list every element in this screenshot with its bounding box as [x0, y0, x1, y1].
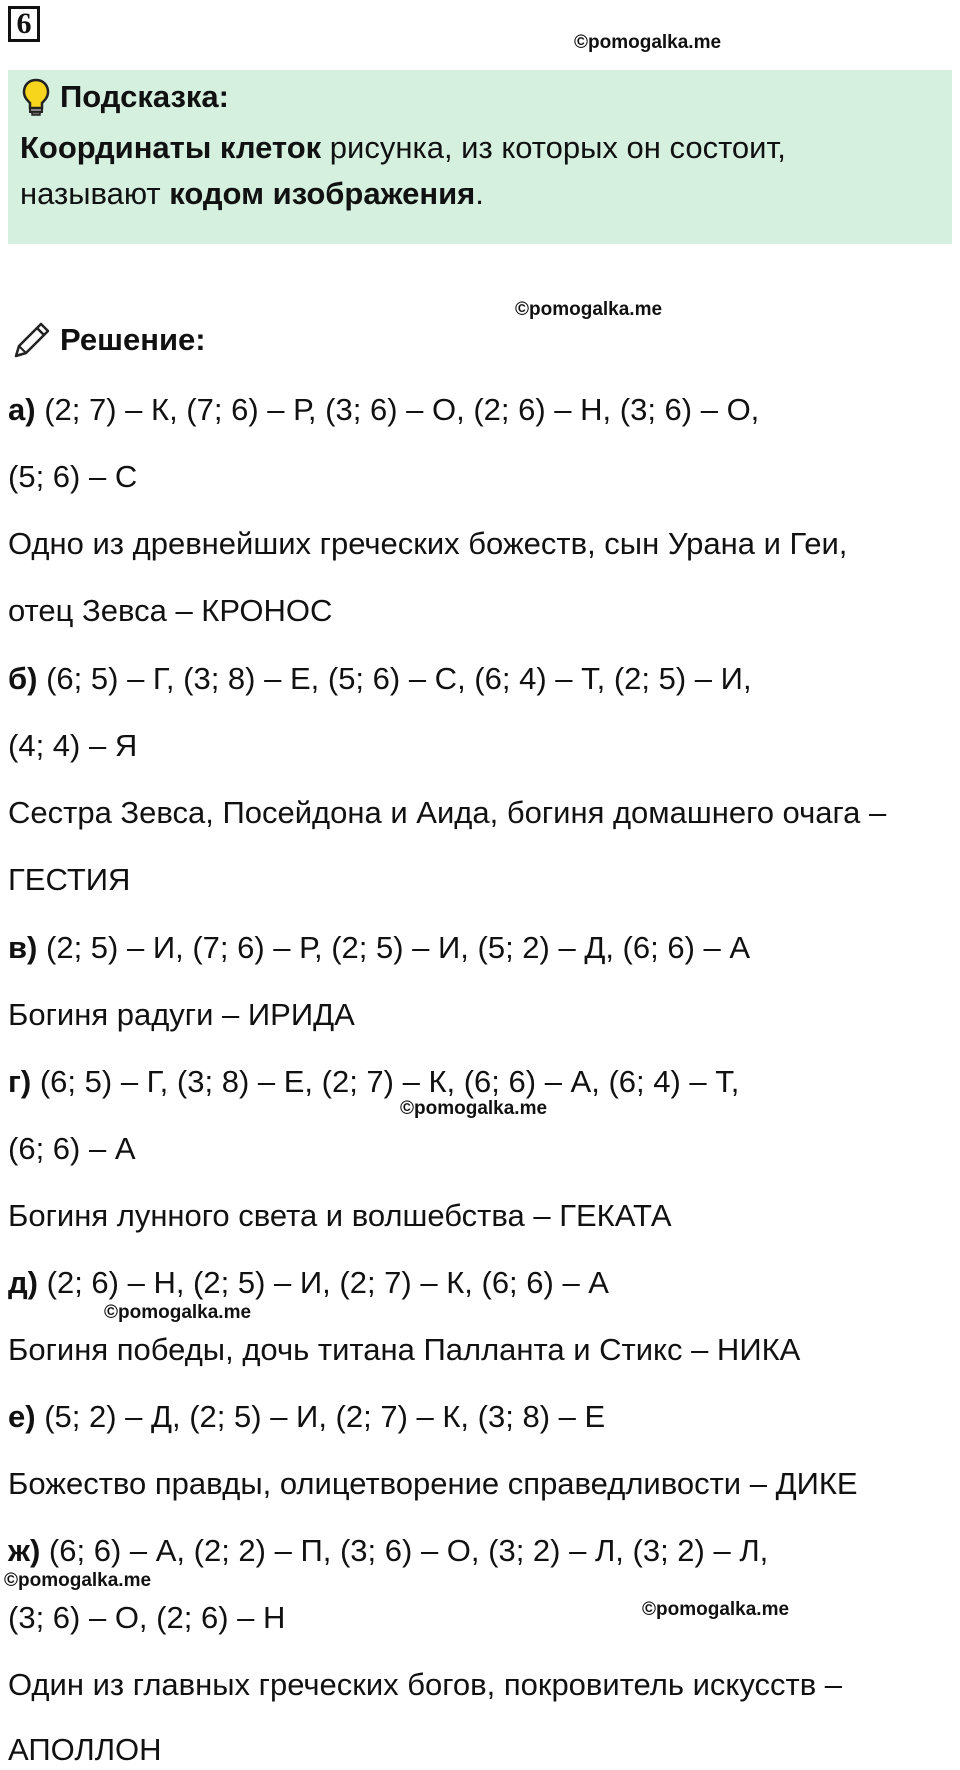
- hint-title: Подсказка:: [60, 79, 229, 114]
- solution-item-zh-codes-cont: (3; 6) – О, (2; 6) – Н: [8, 1600, 286, 1635]
- item-label: б): [8, 661, 38, 696]
- solution-item-e-codes: [8, 1397, 605, 1437]
- item-label: д): [8, 1265, 39, 1300]
- solution-title: Решение:: [60, 322, 206, 357]
- hint-text-line-1: [20, 130, 786, 166]
- item-codes: (2; 6) – Н, (2; 5) – И, (2; 7) – К, (6; 6) – А: [38, 1265, 609, 1300]
- watermark: ©pomogalka.me: [400, 1098, 548, 1119]
- solution-item-d-desc: Богиня победы, дочь титана Палланта и Стикс – НИКА: [8, 1332, 801, 1367]
- solution-item-a-desc: Одно из древнейших греческих божеств, сын Урана и Геи,: [8, 526, 848, 561]
- solution-item-g-desc: Богиня лунного света и волшебства – ГЕКАТА: [8, 1198, 672, 1233]
- solution-item-b-desc: Сестра Зевса, Посейдона и Аида, богиня домашнего очага –: [8, 795, 887, 830]
- solution-item-b-codes-cont: (4; 4) – Я: [8, 728, 138, 763]
- lightbulb-icon: [22, 78, 50, 116]
- solution-item-a-codes-cont: (5; 6) – С: [8, 459, 138, 494]
- item-label: в): [8, 930, 38, 965]
- item-label: г): [8, 1064, 32, 1099]
- item-codes: (6; 5) – Г, (3; 8) – Е, (5; 6) – С, (6; 4) – Т, (2; 5) – И,: [37, 661, 752, 696]
- watermark: ©pomogalka.me: [574, 32, 722, 53]
- solution-item-zh-desc-cont: АПОЛЛОН: [8, 1732, 162, 1767]
- hint-text: рисунка, из которых он состоит,: [321, 130, 786, 165]
- hint-text: называют: [20, 176, 170, 211]
- item-label: а): [8, 392, 36, 427]
- solution-item-v-desc: Богиня радуги – ИРИДА: [8, 997, 355, 1032]
- solution-item-e-desc: Божество правды, олицетворение справедливости – ДИКЕ: [8, 1466, 858, 1501]
- solution-item-a-codes: [8, 390, 759, 430]
- solution-item-g-codes: [8, 1062, 739, 1102]
- hint-text-line-2: [20, 176, 484, 212]
- item-codes: (2; 7) – К, (7; 6) – Р, (3; 6) – О, (2; 6) – Н, (3; 6) – О,: [35, 392, 760, 427]
- solution-item-a-desc-cont: отец Зевса – КРОНОС: [8, 593, 333, 628]
- solution-item-b-desc-cont: ГЕСТИЯ: [8, 862, 131, 897]
- hint-bold-term: Координаты клеток: [20, 130, 322, 165]
- solution-item-g-codes-cont: (6; 6) – А: [8, 1131, 136, 1166]
- solution-item-zh-codes: [8, 1531, 768, 1571]
- hint-text: .: [475, 176, 484, 211]
- solution-item-v-codes: [8, 928, 750, 968]
- item-label: е): [8, 1399, 36, 1434]
- item-codes: (6; 5) – Г, (3; 8) – Е, (2; 7) – К, (6; 6) – А, (6; 4) – Т,: [31, 1064, 740, 1099]
- item-codes: (5; 2) – Д, (2; 5) – И, (2; 7) – К, (3; 8) – Е: [35, 1399, 606, 1434]
- watermark: ©pomogalka.me: [104, 1302, 252, 1323]
- watermark: ©pomogalka.me: [642, 1599, 790, 1620]
- item-codes: (6; 6) – А, (2; 2) – П, (3; 6) – О, (3; 2) – Л, (3; 2) – Л,: [40, 1533, 769, 1568]
- item-label: ж): [8, 1533, 41, 1568]
- solution-item-d-codes: [8, 1263, 609, 1303]
- hint-box: [8, 70, 952, 244]
- solution-header: [10, 318, 206, 362]
- hint-header: [22, 78, 229, 116]
- task-number: 6: [8, 6, 40, 42]
- pencil-icon: [10, 318, 54, 362]
- watermark: ©pomogalka.me: [4, 1570, 152, 1591]
- solution-item-zh-desc: Один из главных греческих богов, покровитель искусств –: [8, 1667, 843, 1702]
- watermark: ©pomogalka.me: [515, 299, 663, 320]
- item-codes: (2; 5) – И, (7; 6) – Р, (2; 5) – И, (5; 2) – Д, (6; 6) – А: [37, 930, 751, 965]
- hint-bold-term: кодом изображения: [169, 176, 476, 211]
- solution-item-b-codes: [8, 659, 752, 699]
